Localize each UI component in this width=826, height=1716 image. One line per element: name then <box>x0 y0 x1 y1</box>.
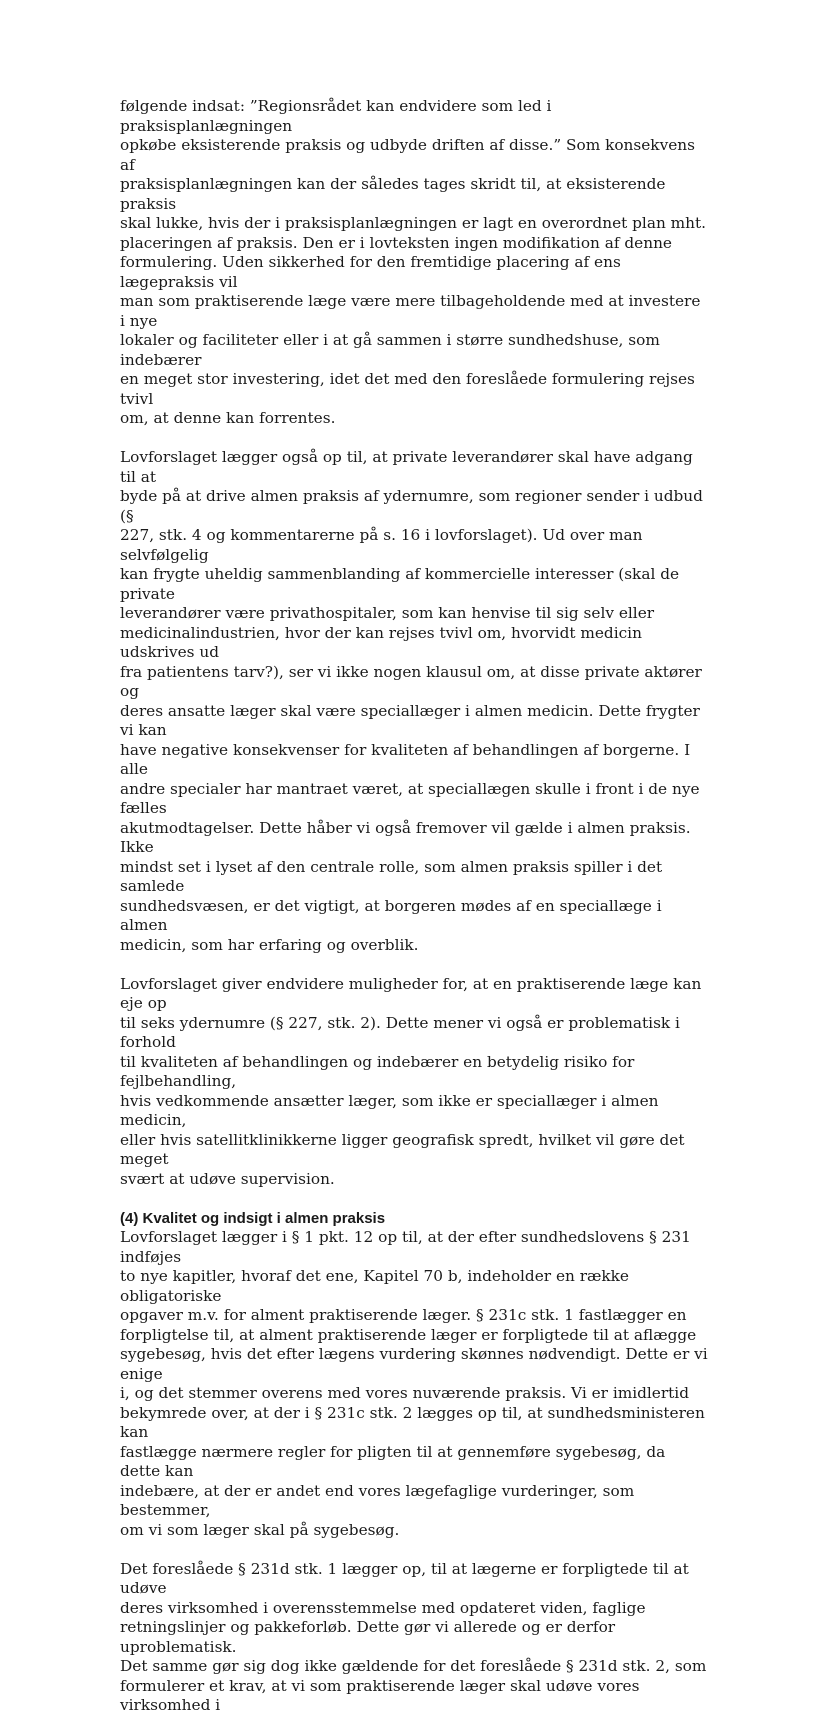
paragraph-private-leverandoerer: Lovforslaget lægger også op til, at private leverandører skal have adgang til at byde på at drive almen praksis af ydernumre, som regioner sender i udbud (§ 227, stk. 4 og kommentarerne på s. 16 i lovforslaget). Ud over man selvfølgelig kan frygte uheldig sammenblanding af kommercielle interesser (skal de private leverandører være privathospitaler, som kan henvise til sig selv eller medicinalindustrien, hvor der kan rejses tvivl om, hvorvidt medicin udskrives ud fra patientens tarv?), ser vi ikke nogen klausul om, at disse private aktører og deres ansatte læger skal være speciallæger i almen medicin. Dette frygter vi kan have negative konsekvenser for kvaliteten af behandlingen af borgerne. I alle andre specialer har mantraet været, at speciallægen skulle i front i de nye fælles akutmodtagelser. Dette håber vi også fremover vil gælde i almen praksis. Ikke mindst set i lyset af den centrale rolle, som almen praksis spiller i det samlede sundhedsvæsen, er det vigtigt, at borgeren mødes af en speciallæge i almen medicin, som har erfaring og overblik. <box>120 448 703 954</box>
paragraph-praksisplanlaegning: følgende indsat: ”Regionsrådet kan endvidere som led i praksisplanlægningen opkøbe eksisterende praksis og udbyde driften af disse.” Som konsekvens af praksisplanlægningen kan der således tages skridt til, at eksisterende praksis skal lukke, hvis der i praksisplanlægningen er lagt en overordnet plan mht. placeringen af praksis. Den er i lovteksten ingen modifikation af denne formulering. Uden sikkerhed for den fremtidige placering af ens lægepraksis vil man som praktiserende læge være mere tilbageholdende med at investere i nye lokaler og faciliteter eller i at gå sammen i større sundhedshuse, som indebærer en meget stor investering, idet det med den foreslåede formulering rejses tvivl om, at denne kan forrentes. <box>120 97 707 427</box>
paragraph-sygebesoeg: Lovforslaget lægger i § 1 pkt. 12 op til, at der efter sundhedslovens § 231 indføjes to nye kapitler, hvoraf det ene, Kapitel 70 b, indeholder en række obligatoriske opgaver m.v. for alment praktiserende læger. § 231c stk. 1 fastlægger en forpligtelse til, at alment praktiserende læger er forpligtede til at aflægge sygebesøg, hvis det efter lægens vurdering skønnes nødvendigt. Dette er vi enige i, og det stemmer overens med vores nuværende praksis. Vi er imidlertid bekymrede over, at der i § 231c stk. 2 lægges op til, at sundhedsministeren kan fastlægge nærmere regler for pligten til at gennemføre sygebesøg, da dette kan indebære, at der er andet end vores lægefaglige vurderinger, som bestemmer, om vi som læger skal på sygebesøg. <box>120 1228 708 1539</box>
section-heading-kvalitet: (4) Kvalitet og indsigt i almen praksis <box>120 1209 386 1227</box>
document-body <box>120 97 710 1716</box>
paragraph-231d: Det foreslåede § 231d stk. 1 lægger op, til at lægerne er forpligtede til at udøve deres virksomhed i overensstemmelse med opdateret viden, faglige retningslinjer og pakkeforløb. Dette gør vi allerede og er derfor uproblematisk. Det samme gør sig dog ikke gældende for det foreslåede § 231d stk. 2, som formulerer et krav, at vi som praktiserende læger skal udøve vores virksomhed i <box>120 1559 707 1714</box>
paragraph-seks-ydernumre: Lovforslaget giver endvidere muligheder for, at en praktiserende læge kan eje op til seks ydernumre (§ 227, stk. 2). Dette mener vi også er problematisk i forhold til kvaliteten af behandlingen og indebærer en betydelig risiko for fejlbehandling, hvis vedkommende ansætter læger, som ikke er speciallæger i almen medicin, eller hvis satellitklinikkerne ligger geografisk spredt, hvilket vil gøre det meget svært at udøve supervision. <box>120 974 702 1188</box>
